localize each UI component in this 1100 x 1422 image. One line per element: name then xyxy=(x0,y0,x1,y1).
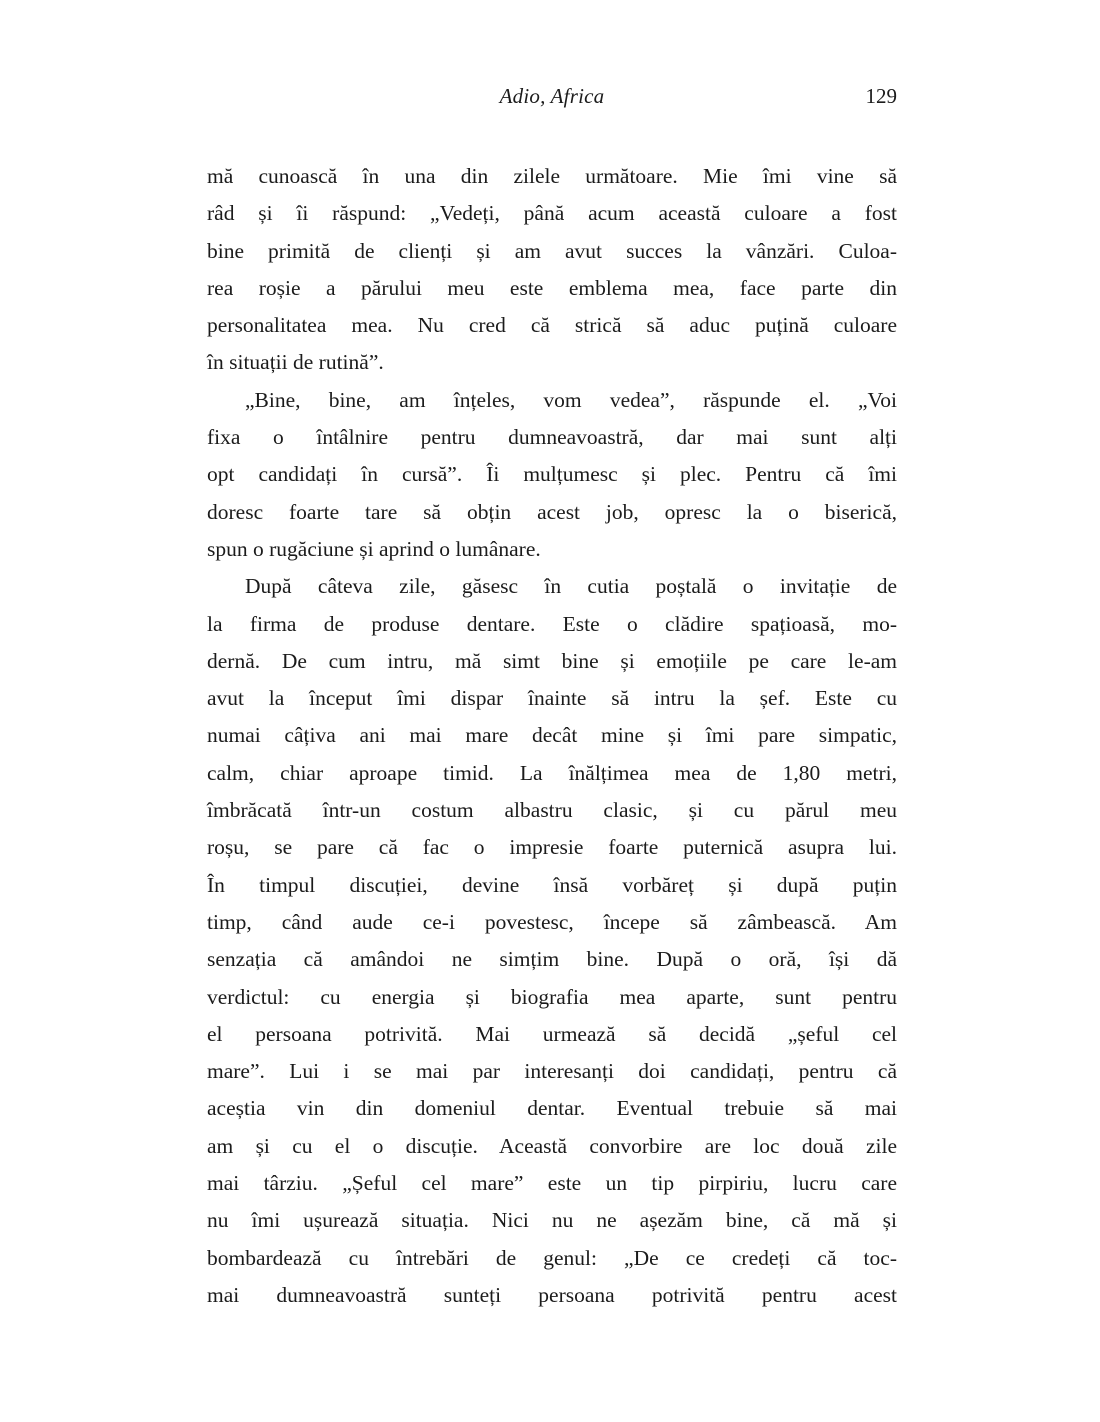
text-line: verdictul: cu energia și biografia mea aparte, sunt pentru xyxy=(207,984,897,1009)
text-line: „Bine, bine, am înțeles, vom vedea”, răspunde el. „Voi xyxy=(245,387,897,412)
text-line: mă cunoască în una din zilele următoare. Mie îmi vine să xyxy=(207,164,897,188)
page-number: 129 xyxy=(865,84,897,108)
text-line: calm, chiar aproape timid. La înălțimea mea de 1,80 metri, xyxy=(207,760,897,785)
paragraph xyxy=(207,382,897,568)
text-line: bine primită de clienți și am avut succes la vânzări. Culoa- xyxy=(207,238,897,263)
text-line: roșu, se pare că fac o impresie foarte puternică asupra lui. xyxy=(207,835,897,860)
text-line: bombardează cu întrebări de genul: „De ce credeți că toc- xyxy=(207,1245,897,1270)
text-line: numai câțiva ani mai mare decât mine și îmi pare simpatic, xyxy=(207,723,897,748)
text-line: la firma de produse dentare. Este o clădire spațioasă, mo- xyxy=(207,611,897,636)
text-line: mai târziu. „Șeful cel mare” este un tip pirpiriu, lucru care xyxy=(207,1171,897,1196)
text-line: râd și îi răspund: „Vedeți, până acum această culoare a fost xyxy=(207,201,897,226)
text-line: opt candidați în cursă”. Îi mulțumesc și plec. Pentru că îmi xyxy=(207,462,897,487)
text-line: doresc foarte tare să obțin acest job, opresc la o biserică, xyxy=(207,499,897,524)
text-line: senzația că amândoi ne simțim bine. După o oră, își dă xyxy=(207,947,897,972)
text-line: în situații de rutină”. xyxy=(207,350,384,375)
paragraph xyxy=(207,158,897,382)
text-block xyxy=(207,158,897,1314)
text-line: timp, când aude ce-i povestesc, începe să zâmbească. Am xyxy=(207,909,897,934)
text-line: rea roșie a părului meu este emblema mea, face parte din xyxy=(207,275,897,300)
text-line: el persoana potrivită. Mai urmează să decidă „șeful cel xyxy=(207,1021,897,1046)
text-line: spun o rugăciune și aprind o lumânare. xyxy=(207,536,541,561)
text-line: În timpul discuției, devine însă vorbăreț și după puțin xyxy=(207,872,897,897)
text-line: aceștia vin din domeniul dentar. Eventual trebuie să mai xyxy=(207,1096,897,1121)
text-line: nu îmi ușurează situația. Nici nu ne așezăm bine, că mă și xyxy=(207,1208,897,1233)
text-line: dernă. De cum intru, mă simt bine și emoțiile pe care le-am xyxy=(207,648,897,673)
paragraph xyxy=(207,568,897,1314)
text-line: avut la început îmi dispar înainte să intru la șef. Este cu xyxy=(207,686,897,711)
text-line: fixa o întâlnire pentru dumneavoastră, dar mai sunt alți xyxy=(207,425,897,450)
text-line: personalitatea mea. Nu cred că strică să aduc puțină culoare xyxy=(207,313,897,338)
text-line: am și cu el o discuție. Această convorbire are loc două zile xyxy=(207,1133,897,1158)
text-line: mai dumneavoastră sunteți persoana potrivită pentru acest xyxy=(207,1282,897,1307)
text-line: După câteva zile, găsesc în cutia poștală o invitație de xyxy=(245,574,897,599)
text-line: mare”. Lui i se mai par interesanți doi candidați, pentru că xyxy=(207,1059,897,1084)
text-line: îmbrăcată într-un costum albastru clasic, și cu părul meu xyxy=(207,798,897,823)
running-head xyxy=(207,84,897,112)
running-title: Adio, Africa xyxy=(499,84,605,108)
